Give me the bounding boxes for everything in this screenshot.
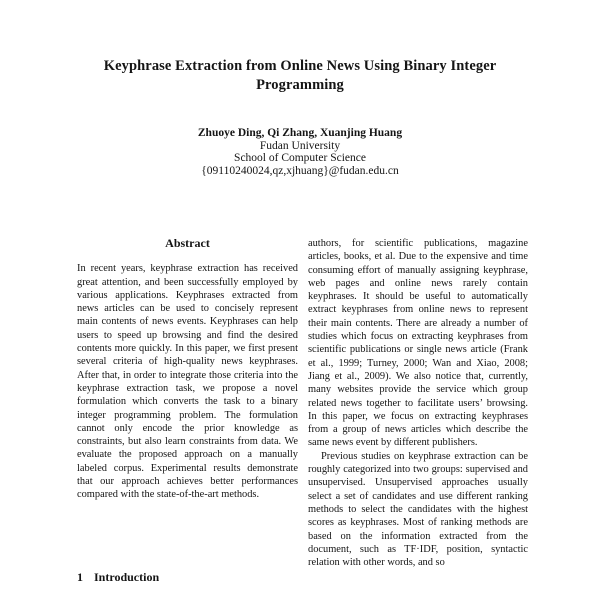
author-email: {09110240024,qz,xjhuang}@fudan.edu.cn (201, 164, 399, 177)
right-column (308, 237, 528, 593)
abstract-text: In recent years, keyphrase extraction has received great attention, and been successfully employed by various applications. Keyphrases extracted from news articles can be used to concisely represent main contents of news events. Keyphrases can help users to speed up browsing and find the desired contents more quickly. In this paper, we first present several criteria of high-quality news keyphrases. After that, in order to integrate those criteria into the keyphrase extraction task, we propose a novel formulation which converts the task to a binary integer programming problem. The formulation cannot only encode the prior knowledge as constraints, but also learn constraints from data. We evaluate the proposed approach on a manually labeled corpus. Experimental results demonstrate that our approach achieves better performances compared with the state-of-the-art methods. (77, 263, 298, 501)
left-column (77, 237, 298, 502)
section-heading-introduction (77, 570, 298, 585)
intro-paragraph-1: authors, for scientific publications, magazine articles, books, et al. Due to the expensive and time consuming effort of manually assigning keyphrase, web pages and online news rarely contain keyphrases. It should be useful to automatically extract keyphrases from online news to represent their main contents. There are already a number of studies which focus on extracting keyphrases from scientific publications or single news article (Frank et al., 1999; Turney, 2000; Wan and Xiao, 2008; Jiang et al., 2009). We also notice that, currently, many websites provide the service which group related news together to facilitate users’ browsing. In this paper, we focus on extracting keyphrases from a group of news articles which describe the same news event by different publishers. (308, 238, 528, 449)
affiliation-school: School of Computer Science (234, 152, 366, 165)
author-block (80, 127, 520, 177)
affiliation-university: Fudan University (259, 139, 341, 152)
intro-paragraph-2: Previous studies on keyphrase extraction can be roughly categorized into two groups: supervised and unsupervised. Unsupervised approaches usually select a set of candidates and use different ranking methods to select the candidates with the highest scores as keyphrases. Most of ranking methods are based on the information extracted from the document, such as TF·IDF, position, syntactic relation with other words, and so (308, 450, 528, 569)
paper-title: Keyphrase Extraction from Online News Using Binary Integer Programming (103, 58, 497, 93)
abstract-heading: Abstract (165, 236, 210, 250)
section-number: 1 (77, 570, 83, 584)
author-names: Zhuoye Ding, Qi Zhang, Xuanjing Huang (197, 127, 403, 139)
section-title: Introduction (94, 570, 160, 584)
